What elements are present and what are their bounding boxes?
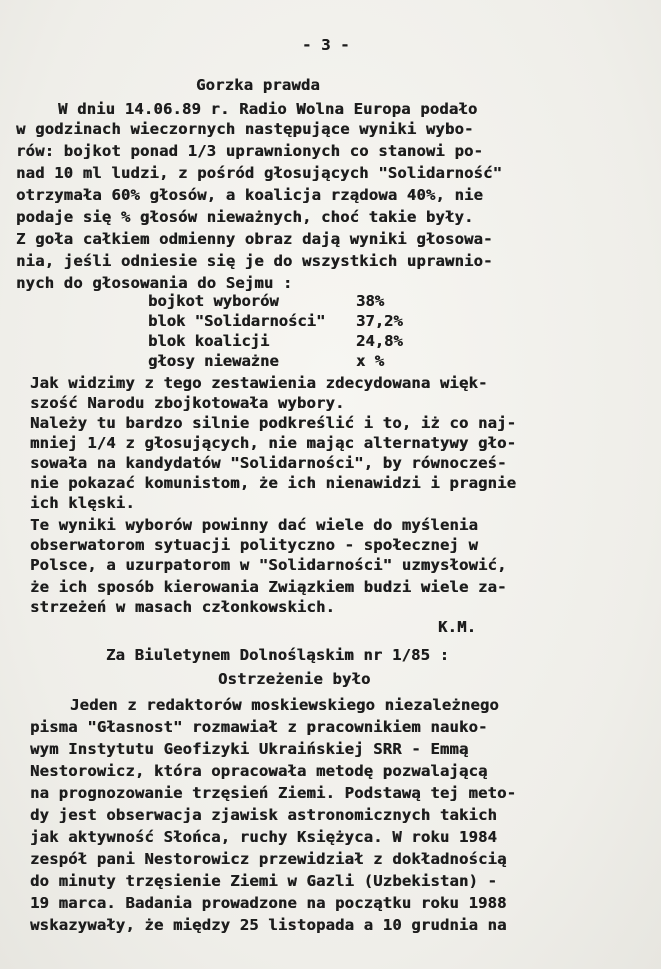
- table-label: blok "Solidarności": [148, 312, 326, 330]
- table-value: 38%: [356, 292, 384, 310]
- body-line: nie pokazać komunistom, że ich nienawidzi i pragnie: [30, 474, 517, 492]
- body-line: do minuty trzęsienie Ziemi w Gazli (Uzbekistan) -: [30, 872, 498, 890]
- author-signature: K.M.: [438, 618, 477, 636]
- table-label: blok koalicji: [148, 332, 270, 350]
- page-number: - 3 -: [302, 36, 350, 54]
- table-value: x %: [356, 352, 384, 370]
- article-title: Ostrzeżenie było: [218, 670, 371, 688]
- body-line: Jeden z redaktorów moskiewskiego niezależnego: [70, 696, 499, 714]
- body-line: Te wyniki wyborów powinny dać wiele do myślenia: [30, 516, 478, 534]
- body-line: otrzymała 60% głosów, a koalicja rządowa 40%, nie: [16, 186, 484, 204]
- body-line: zespół pani Nestorowicz przewidział z dokładnością: [30, 850, 507, 868]
- table-value: 24,8%: [356, 332, 403, 350]
- body-line: na prognozowanie trzęsień Ziemi. Podstawą tej meto-: [30, 784, 517, 802]
- body-line: pisma "Głasnost" rozmawiał z pracownikiem nauko-: [30, 718, 488, 736]
- body-line: jak aktywność Słońca, ruchy Księżyca. W roku 1984: [30, 828, 498, 846]
- body-line: nia, jeśli odniesie się je do wszystkich uprawnio-: [16, 252, 493, 270]
- body-line: Należy tu bardzo silnie podkreślić i to, iż co naj-: [30, 414, 517, 432]
- body-line: dy jest obserwacja zjawisk astronomicznych takich: [30, 806, 498, 824]
- body-line: Polsce, a uzurpatorom w "Solidarności" uzmysłowić,: [30, 556, 507, 574]
- body-line: Jak widzimy z tego zestawienia zdecydowana więk-: [30, 374, 488, 392]
- table-value: 37,2%: [356, 312, 403, 330]
- body-line: w godzinach wieczornych następujące wyniki wybo-: [16, 120, 474, 138]
- body-line: nych do głosowania do Sejmu :: [16, 274, 293, 292]
- body-line: mniej 1/4 z głosujących, nie mając alternatywy gło-: [30, 434, 517, 452]
- table-label: bojkot wyborów: [148, 292, 279, 310]
- body-line: W dniu 14.06.89 r. Radio Wolna Europa podało: [58, 100, 478, 118]
- body-line: Z goła całkiem odmienny obraz dają wyniki głosowa-: [16, 230, 493, 248]
- body-line: sowała na kandydatów "Solidarności", by równocześ-: [30, 454, 507, 472]
- article-title: Gorzka prawda: [196, 76, 320, 94]
- table-label: głosy nieważne: [148, 352, 279, 370]
- source-line: Za Biuletynem Dolnośląskim nr 1/85 :: [106, 646, 450, 664]
- body-line: wym Instytutu Geofizyki Ukraińskiej SRR - Emmą: [30, 740, 469, 758]
- body-line: podaje się % głosów nieważnych, choć takie były.: [16, 208, 474, 226]
- body-line: Nestorowicz, która opracowała metodę pozwalającą: [30, 762, 488, 780]
- body-line: strzeżeń w masach członkowskich.: [30, 598, 336, 616]
- body-line: obserwatorom sytuacji polityczno - społecznej w: [30, 536, 478, 554]
- body-line: ich klęski.: [30, 494, 135, 512]
- body-line: rów: bojkot ponad 1/3 uprawnionych co stanowi po-: [16, 142, 484, 160]
- body-line: że ich sposób kierowania Związkiem budzi wiele za-: [30, 578, 507, 596]
- body-line: wskazywały, że między 25 listopada a 10 grudnia na: [30, 916, 507, 934]
- body-line: nad 10 ml ludzi, z pośród głosujących "Solidarność": [16, 164, 503, 182]
- body-line: 19 marca. Badania prowadzone na początku roku 1988: [30, 894, 507, 912]
- body-line: szość Narodu zbojkotowała wybory.: [30, 394, 345, 412]
